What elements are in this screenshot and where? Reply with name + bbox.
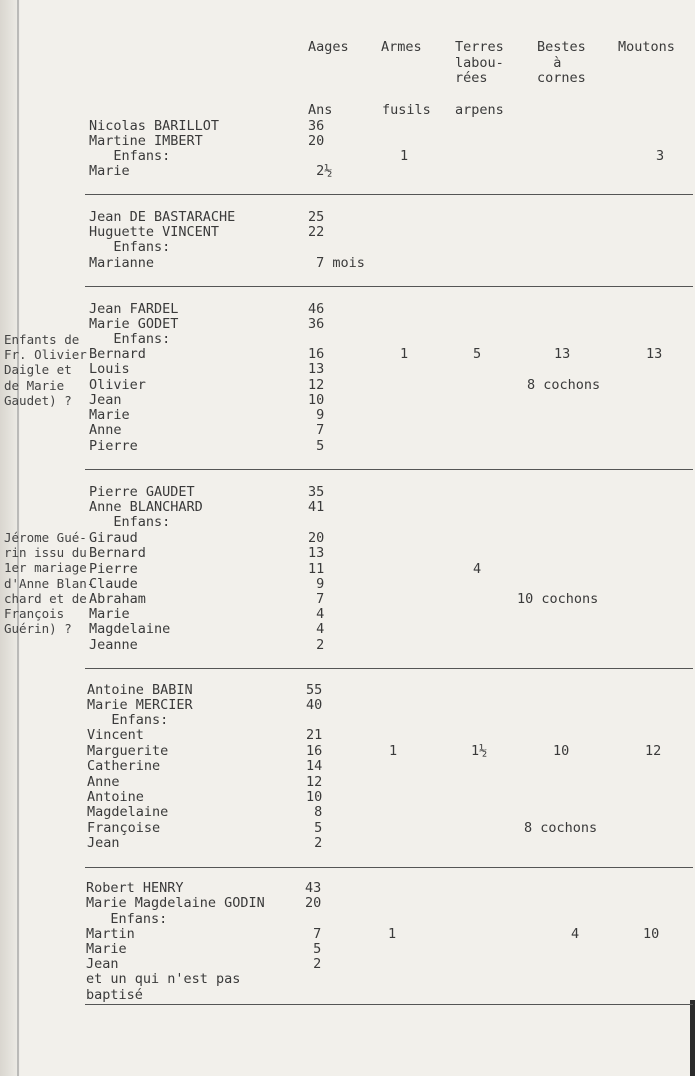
person-name: Marie	[89, 407, 130, 423]
person-age: 8	[306, 804, 323, 820]
person-age: 36	[308, 316, 325, 332]
person-age: 10	[306, 789, 323, 805]
person-name: Olivier	[89, 377, 146, 393]
person-name: Marianne	[89, 255, 155, 271]
enfans-label: Enfans:	[89, 148, 171, 164]
stat-armes: 1	[389, 743, 398, 759]
stat-moutons: 3	[656, 148, 665, 164]
person-age: 55	[306, 682, 323, 698]
person-age: 25	[308, 209, 325, 225]
person-age: 21	[306, 727, 323, 743]
stat-moutons: 10	[643, 926, 660, 942]
person-age: 22	[308, 224, 325, 240]
person-name: Marie MERCIER	[87, 697, 193, 713]
person-name: Marie	[86, 941, 127, 957]
family-separator	[85, 194, 693, 195]
person-age: 5	[308, 438, 325, 454]
person-age: 7	[308, 422, 325, 438]
person-name: Nicolas BARILLOT	[89, 118, 220, 134]
enfans-label: Enfans:	[86, 911, 168, 927]
person-age: 2	[306, 835, 323, 851]
person-name: Pierre GAUDET	[89, 484, 195, 500]
person-name: Louis	[89, 361, 130, 377]
person-name: Magdelaine	[87, 804, 169, 820]
person-name: Marie	[89, 163, 130, 179]
person-age: 36	[308, 118, 325, 134]
person-age: 41	[308, 499, 325, 515]
person-age: 2½	[308, 163, 333, 179]
stat-moutons: 13	[646, 346, 663, 362]
family-separator	[85, 668, 693, 669]
person-name: Anne	[87, 774, 120, 790]
person-age: 2	[308, 637, 325, 653]
unit-fusils: fusils	[382, 102, 431, 118]
person-name: Jean	[87, 835, 120, 851]
person-name: Vincent	[87, 727, 144, 743]
person-age: 5	[306, 820, 323, 836]
person-name: Bernard	[89, 545, 146, 561]
person-name: Anne BLANCHARD	[89, 499, 203, 515]
enfans-label: Enfans:	[87, 712, 169, 728]
person-name: Marie GODET	[89, 316, 179, 332]
stat-terres: 4	[473, 561, 482, 577]
person-age: 2	[305, 956, 322, 972]
person-age: 13	[308, 361, 325, 377]
header-aages: Aages	[308, 39, 349, 55]
person-age: 20	[308, 530, 325, 546]
person-age: 11	[308, 561, 325, 577]
person-age: 43	[305, 880, 322, 896]
person-name: Marie Magdelaine GODIN	[86, 895, 265, 911]
enfans-label: Enfans:	[89, 514, 171, 530]
person-age: 10	[308, 392, 325, 408]
person-name: Huguette VINCENT	[89, 224, 220, 240]
person-name: Bernard	[89, 346, 146, 362]
person-name: Robert HENRY	[86, 880, 184, 896]
unit-ans: Ans	[308, 102, 333, 118]
person-name: Pierre	[89, 438, 138, 454]
person-name: Marie	[89, 606, 130, 622]
person-age: 7 mois	[308, 255, 365, 271]
note-line: et un qui n'est pas	[86, 971, 241, 987]
person-age: 46	[308, 301, 325, 317]
person-age: 16	[308, 346, 325, 362]
stat-cochons: 8 cochons	[527, 377, 601, 393]
stat-moutons: 12	[645, 743, 662, 759]
stat-terres: 5	[473, 346, 482, 362]
person-name: Marguerite	[87, 743, 169, 759]
person-age: 7	[305, 926, 322, 942]
person-age: 40	[306, 697, 323, 713]
margin-note: Enfants de Fr. Olivier Daigle et de Marie Gaudet) ?	[4, 332, 87, 408]
stat-bestes: 13	[554, 346, 571, 362]
header-terres: Terres labou- rées	[455, 39, 504, 86]
person-age: 5	[305, 941, 322, 957]
header-moutons: Moutons	[618, 39, 675, 55]
stat-cochons: 8 cochons	[524, 820, 598, 836]
person-name: Jean DE BASTARACHE	[89, 209, 236, 225]
stat-bestes: 10	[553, 743, 570, 759]
person-age: 20	[308, 133, 325, 149]
person-age: 14	[306, 758, 323, 774]
person-name: Claude	[89, 576, 138, 592]
family-separator	[85, 1004, 693, 1005]
person-name: Pierre	[89, 561, 138, 577]
person-name: Jean	[86, 956, 119, 972]
person-name: Jean FARDEL	[89, 301, 179, 317]
page-edge-shadow	[690, 1000, 695, 1076]
person-age: 13	[308, 545, 325, 561]
person-name: Martin	[86, 926, 135, 942]
unit-arpens: arpens	[455, 102, 504, 118]
person-name: Giraud	[89, 530, 138, 546]
person-age: 4	[308, 606, 325, 622]
person-name: Magdelaine	[89, 621, 171, 637]
person-age: 16	[306, 743, 323, 759]
person-name: Antoine	[87, 789, 144, 805]
person-age: 12	[308, 377, 325, 393]
stat-bestes: 4	[571, 926, 580, 942]
person-age: 9	[308, 407, 325, 423]
person-age: 4	[308, 621, 325, 637]
person-name: Antoine BABIN	[87, 682, 193, 698]
person-name: Anne	[89, 422, 122, 438]
header-bestes: Bestes à cornes	[537, 39, 586, 86]
person-age: 7	[308, 591, 325, 607]
person-age: 20	[305, 895, 322, 911]
family-separator	[85, 286, 693, 287]
person-age: 35	[308, 484, 325, 500]
stat-armes: 1	[400, 346, 409, 362]
family-separator	[85, 867, 693, 868]
stat-armes: 1	[388, 926, 397, 942]
person-name: Catherine	[87, 758, 161, 774]
margin-note: Jérome Gué- rin issu du 1er mariage d'Anne Blan- chard et de François Guérin) ?	[4, 530, 95, 637]
note-line: baptisé	[86, 987, 143, 1003]
person-name: Jeanne	[89, 637, 138, 653]
person-name: Martine IMBERT	[89, 133, 203, 149]
stat-terres: 1½	[471, 743, 488, 759]
family-separator	[85, 469, 693, 470]
header-armes: Armes	[381, 39, 422, 55]
person-name: Jean	[89, 392, 122, 408]
enfans-label: Enfans:	[89, 239, 171, 255]
person-name: Françoise	[87, 820, 161, 836]
stat-cochons: 10 cochons	[517, 591, 599, 607]
person-name: Abraham	[89, 591, 146, 607]
person-age: 9	[308, 576, 325, 592]
enfans-label: Enfans:	[89, 331, 171, 347]
person-age: 12	[306, 774, 323, 790]
stat-armes: 1	[400, 148, 409, 164]
